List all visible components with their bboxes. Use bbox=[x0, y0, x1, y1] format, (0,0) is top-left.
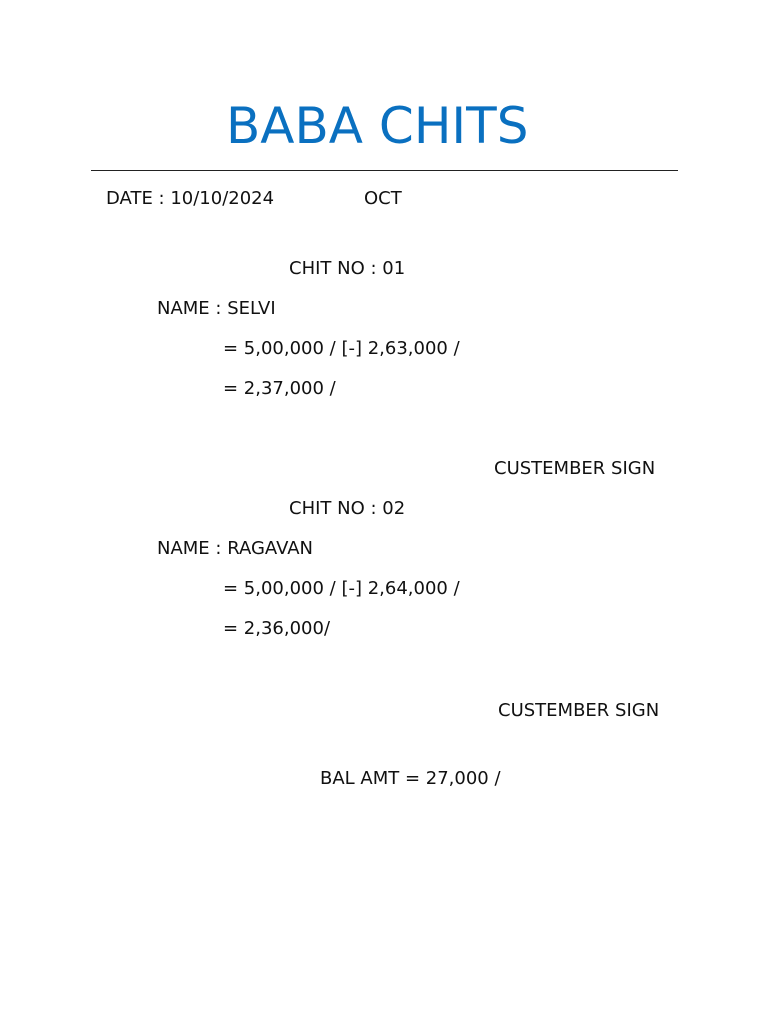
page-title: BABA CHITS bbox=[226, 97, 529, 155]
calculation-2: = 5,00,000 / [-] 2,64,000 / bbox=[223, 578, 460, 599]
result-2: = 2,36,000/ bbox=[223, 618, 331, 639]
chit-number-1: CHIT NO : 01 bbox=[289, 258, 406, 279]
customer-sign-1: CUSTEMBER SIGN bbox=[494, 458, 656, 479]
member-name-1: NAME : SELVI bbox=[157, 298, 276, 319]
customer-sign-2: CUSTEMBER SIGN bbox=[498, 700, 660, 721]
member-name-2: NAME : RAGAVAN bbox=[157, 538, 314, 559]
calculation-1: = 5,00,000 / [-] 2,63,000 / bbox=[223, 338, 460, 359]
month-text: OCT bbox=[364, 188, 402, 209]
title-divider bbox=[91, 170, 678, 171]
chit-number-2: CHIT NO : 02 bbox=[289, 498, 406, 519]
result-1: = 2,37,000 / bbox=[223, 378, 336, 399]
balance-amount: BAL AMT = 27,000 / bbox=[320, 768, 501, 789]
date-text: DATE : 10/10/2024 bbox=[106, 188, 275, 209]
